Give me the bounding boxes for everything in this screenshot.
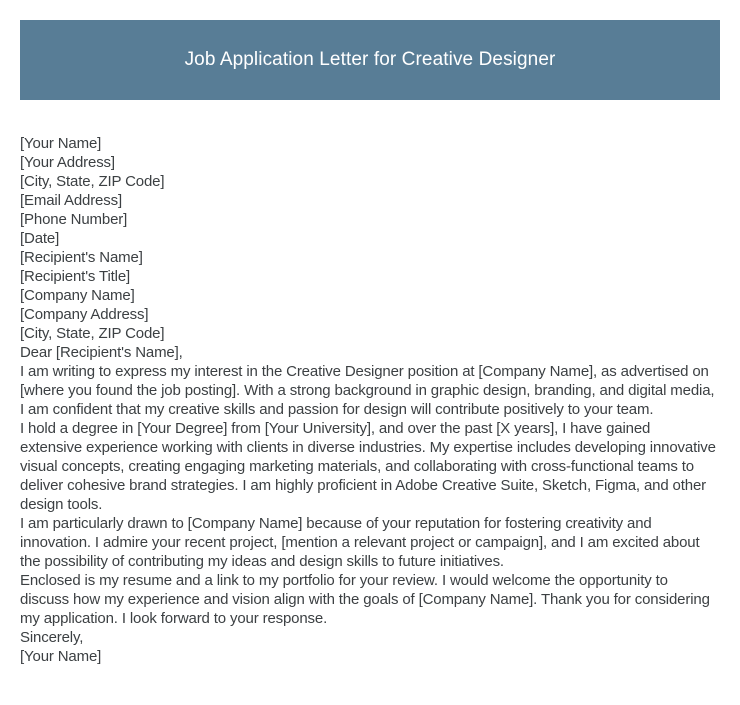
sender-phone-line: [Phone Number] bbox=[20, 211, 128, 228]
sender-name-line: [Your Name] bbox=[20, 135, 102, 152]
signature: [Your Name] bbox=[20, 648, 102, 665]
recipient-name-line: [Recipient's Name] bbox=[20, 249, 143, 266]
paragraph-introduction: I am writing to express my interest in the Creative Designer position at [Company Name], as advertised on [where you found the job posting]. With a strong background in graphic design, branding, and digital media, I am confident that my creative skills and passion for design will contribute positively to your team. bbox=[20, 363, 715, 418]
paragraph-experience: I hold a degree in [Your Degree] from [Your University], and over the past [X years], I have gained extensive experience working with clients in diverse industries. My expertise includes developing innovative visual concepts, creating engaging marketing materials, and collaborating with cross-functional teams to deliver cohesive brand strategies. I am highly proficient in Adobe Creative Suite, Sketch, Figma, and other design tools. bbox=[20, 420, 716, 513]
date-line: [Date] bbox=[20, 230, 60, 247]
page-title: Job Application Letter for Creative Designer bbox=[184, 49, 556, 70]
sender-city-line: [City, State, ZIP Code] bbox=[20, 173, 165, 190]
paragraph-company-interest: I am particularly drawn to [Company Name] because of your reputation for fostering creativity and innovation. I admire your recent project, [mention a relevant project or campaign], and I am excited about the possibility of contributing my ideas and design skills to future initiatives. bbox=[20, 515, 700, 570]
recipient-title-line: [Recipient's Title] bbox=[20, 268, 131, 285]
closing: Sincerely, bbox=[20, 629, 84, 646]
paragraph-enclosure: Enclosed is my resume and a link to my portfolio for your review. I would welcome the opportunity to discuss how my experience and vision align with the goals of [Company Name]. Thank you for considering my application. I look forward to your response. bbox=[20, 572, 710, 627]
header-band bbox=[20, 20, 720, 100]
company-name-line: [Company Name] bbox=[20, 287, 135, 304]
company-city-line: [City, State, ZIP Code] bbox=[20, 325, 165, 342]
salutation: Dear [Recipient's Name], bbox=[20, 344, 183, 361]
letter-body bbox=[20, 134, 716, 666]
company-address-line: [Company Address] bbox=[20, 306, 149, 323]
sender-address-line: [Your Address] bbox=[20, 154, 115, 171]
sender-email-line: [Email Address] bbox=[20, 192, 122, 209]
